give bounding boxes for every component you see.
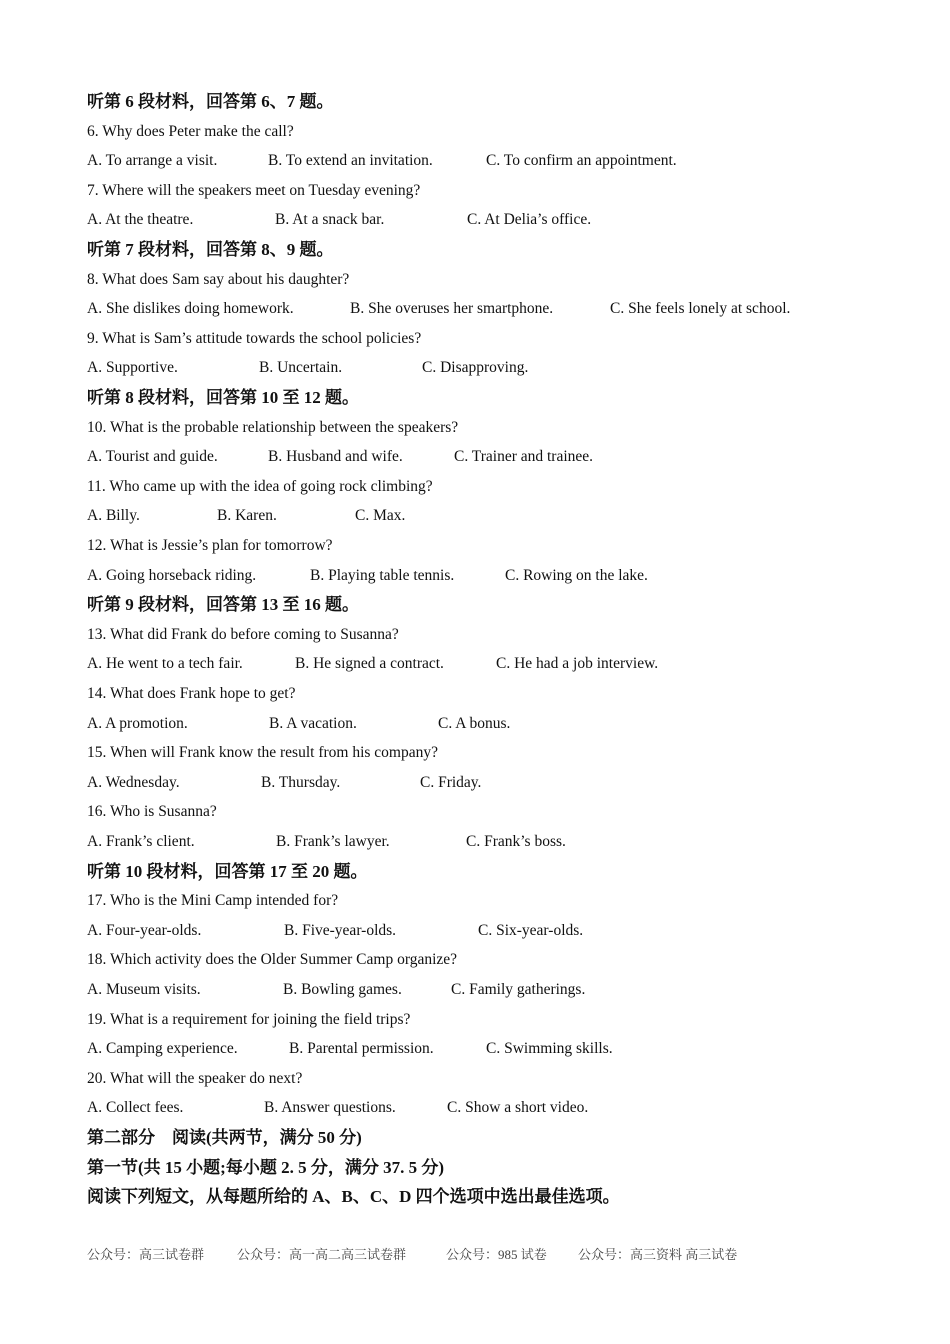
footer-item: 公众号：985 试卷 xyxy=(446,1247,547,1262)
section-heading: 听第 9 段材料，回答第 13 至 16 题。 xyxy=(87,595,359,615)
option-a: A. Wednesday. xyxy=(87,773,180,791)
option-a: A. Four-year-olds. xyxy=(87,921,202,939)
question-text: 7. Where will the speakers meet on Tuesday evening? xyxy=(87,181,421,199)
option-c: C. Disapproving. xyxy=(422,359,529,377)
option-c: C. Rowing on the lake. xyxy=(505,566,648,584)
question-text: 16. Who is Susanna? xyxy=(87,803,217,821)
question-text: 6. Why does Peter make the call? xyxy=(87,122,294,140)
question-text: 14. What does Frank hope to get? xyxy=(87,685,296,702)
option-c: C. To confirm an appointment. xyxy=(486,152,677,170)
option-a: A. She dislikes doing homework. xyxy=(87,300,294,318)
option-c: C. She feels lonely at school. xyxy=(610,300,791,318)
section-heading: 听第 8 段材料，回答第 10 至 12 题。 xyxy=(87,388,359,407)
option-c: C. Max. xyxy=(355,507,406,525)
option-a: A. Camping experience. xyxy=(87,1040,238,1058)
option-a: A. A promotion. xyxy=(87,714,188,732)
section-heading: 第二部分 阅读(共两节，满分 50 分) xyxy=(87,1128,362,1147)
option-a: A. Museum visits. xyxy=(87,981,201,998)
footer-item: 公众号：高一高二高三试卷群 xyxy=(237,1247,407,1262)
option-a: A. Billy. xyxy=(87,507,140,525)
question-text: 13. What did Frank do before coming to Susanna? xyxy=(87,625,399,643)
option-c: C. Friday. xyxy=(420,773,482,791)
question-text: 19. What is a requirement for joining the field trips? xyxy=(87,1010,411,1028)
section-heading: 阅读下列短文，从每题所给的 A、B、C、D 四个选项中选出最佳选项。 xyxy=(87,1187,620,1207)
option-c: C. Family gatherings. xyxy=(451,981,586,998)
option-b: B. Karen. xyxy=(217,507,277,525)
section-heading: 听第 6 段材料，回答第 6、7 题。 xyxy=(87,92,334,111)
option-a: A. Going horseback riding. xyxy=(87,566,257,584)
option-c: C. Frank’s boss. xyxy=(466,833,566,850)
option-c: C. Swimming skills. xyxy=(486,1040,613,1058)
option-c: C. He had a job interview. xyxy=(496,655,659,673)
option-b: B. At a snack bar. xyxy=(275,211,385,229)
option-c: C. At Delia’s office. xyxy=(467,211,592,229)
option-a: A. Tourist and guide. xyxy=(87,448,218,466)
question-text: 12. What is Jessie’s plan for tomorrow? xyxy=(87,537,333,554)
option-b: B. Playing table tennis. xyxy=(310,566,455,584)
question-text: 20. What will the speaker do next? xyxy=(87,1069,303,1087)
option-b: B. Thursday. xyxy=(261,773,341,791)
question-text: 17. Who is the Mini Camp intended for? xyxy=(87,892,339,910)
option-b: B. Parental permission. xyxy=(289,1040,434,1058)
option-a: A. He went to a tech fair. xyxy=(87,655,243,673)
option-c: C. Trainer and trainee. xyxy=(454,448,594,466)
option-b: B. She overuses her smartphone. xyxy=(350,300,554,318)
option-b: B. Uncertain. xyxy=(259,359,343,377)
option-a: A. Frank’s client. xyxy=(87,833,195,850)
option-a: A. At the theatre. xyxy=(87,211,194,229)
option-c: C. Six-year-olds. xyxy=(478,921,584,939)
question-text: 10. What is the probable relationship between the speakers? xyxy=(87,418,459,436)
footer-item: 公众号：高三资料 高三试卷 xyxy=(578,1247,738,1262)
section-heading: 听第 7 段材料，回答第 8、9 题。 xyxy=(87,240,334,259)
question-text: 9. What is Sam’s attitude towards the school policies? xyxy=(87,329,422,347)
option-b: B. Husband and wife. xyxy=(268,448,403,466)
question-text: 15. When will Frank know the result from his company? xyxy=(87,744,438,762)
question-text: 18. Which activity does the Older Summer Camp organize? xyxy=(87,951,458,969)
footer-item: 公众号：高三试卷群 xyxy=(87,1247,205,1262)
option-c: C. Show a short video. xyxy=(447,1099,589,1117)
option-b: B. Answer questions. xyxy=(264,1099,396,1117)
section-heading: 听第 10 段材料，回答第 17 至 20 题。 xyxy=(87,861,368,881)
option-b: B. Five-year-olds. xyxy=(284,921,397,939)
option-b: B. To extend an invitation. xyxy=(268,152,433,170)
option-a: A. Collect fees. xyxy=(87,1099,184,1117)
question-text: 8. What does Sam say about his daughter? xyxy=(87,270,350,288)
option-b: B. A vacation. xyxy=(269,714,357,732)
option-c: C. A bonus. xyxy=(438,714,511,732)
option-a: A. Supportive. xyxy=(87,359,178,377)
option-b: B. He signed a contract. xyxy=(295,655,444,673)
section-heading: 第一节(共 15 小题;每小题 2. 5 分，满分 37. 5 分) xyxy=(87,1157,444,1177)
option-b: B. Bowling games. xyxy=(283,981,402,998)
option-b: B. Frank’s lawyer. xyxy=(276,833,390,850)
option-a: A. To arrange a visit. xyxy=(87,152,218,170)
question-text: 11. Who came up with the idea of going rock climbing? xyxy=(87,477,433,495)
